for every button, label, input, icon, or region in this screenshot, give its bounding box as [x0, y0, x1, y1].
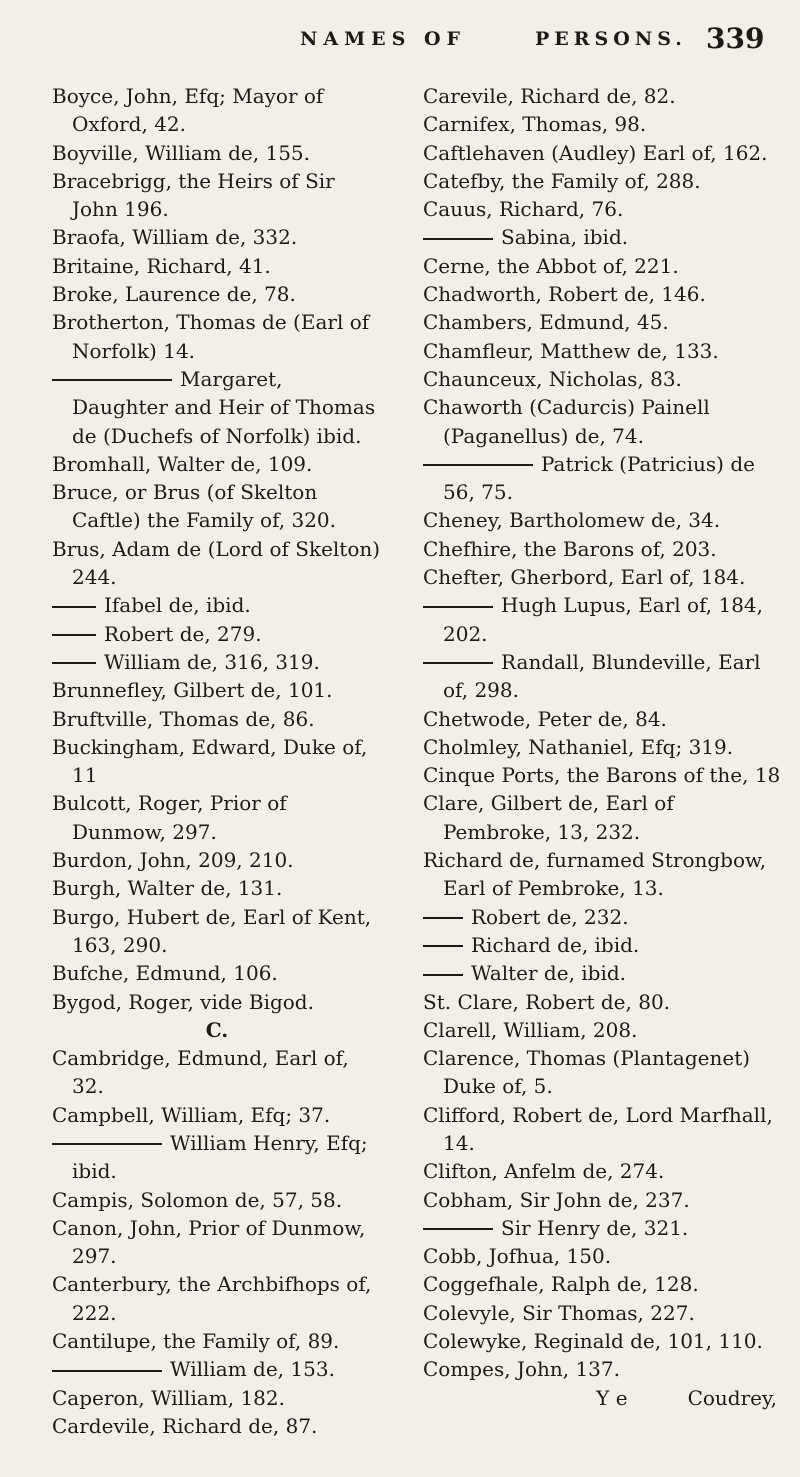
entry-text: Bromhall, Walter de, 109. [52, 451, 313, 476]
entry-text: Bruftville, Thomas de, 86. [52, 706, 315, 731]
index-entry [423, 1016, 783, 1044]
entry-text: Bulcott, Roger, Prior of Dunmow, 297. [52, 791, 287, 844]
entry-text: Burdon, John, 209, 210. [52, 848, 294, 873]
index-entry [52, 167, 382, 224]
index-entry [52, 478, 382, 535]
index-entry [52, 959, 382, 987]
entry-text: Cholmley, Nathaniel, Efq; 319. [423, 734, 734, 759]
index-subentry [52, 1129, 382, 1186]
ditto-rule [423, 974, 463, 976]
index-subentry [423, 591, 783, 648]
index-entry [52, 705, 382, 733]
ditto-rule [423, 917, 463, 919]
entry-text: Campbell, William, Efq; 37. [52, 1102, 331, 1127]
ditto-rule [52, 606, 96, 608]
entry-text: Margaret, Daughter and Heir of Thomas de (Duchefs of Norfolk) ibid. [72, 366, 376, 448]
entry-text: C. [205, 1017, 229, 1042]
running-header [0, 22, 800, 62]
entry-text: Sabina, ibid. [501, 225, 629, 250]
index-entry [423, 1270, 783, 1298]
entry-text: Braofa, William de, 332. [52, 225, 298, 250]
entry-text: Clifford, Robert de, Lord Marfhall, 14. [423, 1102, 773, 1155]
index-entry [52, 1384, 382, 1412]
entry-text: Robert de, 232. [471, 904, 629, 929]
entry-text: Clifton, Anfelm de, 274. [423, 1159, 665, 1184]
index-subentry [52, 620, 382, 648]
entry-text: Randall, Blundeville, Earl of, 298. [443, 649, 761, 703]
ditto-rule [52, 662, 96, 664]
index-entry [423, 506, 783, 534]
index-subentry [423, 959, 783, 987]
ditto-rule [423, 606, 493, 608]
index-entry [52, 1101, 382, 1129]
entry-text: Bygod, Roger, vide Bigod. [52, 989, 314, 1014]
index-entry [52, 846, 382, 874]
entry-text: Canterbury, the Archbifhops of, 222. [52, 1272, 372, 1325]
index-entry [52, 733, 382, 790]
entry-text: St. Clare, Robert de, 80. [423, 989, 671, 1014]
catchword: Coudrey, [687, 1385, 777, 1410]
entry-text: Bracebrigg, the Heirs of Sir John 196. [52, 168, 335, 222]
index-entry [423, 988, 783, 1016]
index-entry [52, 223, 382, 251]
entry-text: Clarell, William, 208. [423, 1017, 638, 1042]
entry-text: Chaunceux, Nicholas, 83. [423, 366, 682, 391]
entry-text: Carnifex, Thomas, 98. [423, 112, 647, 137]
index-subentry [423, 1214, 783, 1242]
entry-text: Cobb, Jofhua, 150. [423, 1244, 612, 1269]
entry-text: Broke, Laurence de, 78. [52, 282, 296, 307]
index-entry [423, 1157, 783, 1185]
index-entry [52, 82, 382, 139]
header-right-text: PERSONS. [535, 28, 687, 50]
entry-text: Cardevile, Richard de, 87. [52, 1413, 318, 1438]
index-entry [423, 139, 783, 167]
section-letter [52, 1016, 382, 1044]
index-subentry [423, 931, 783, 959]
entry-text: Walter de, ibid. [471, 961, 627, 986]
index-entry [52, 1327, 382, 1355]
entry-text: Compes, John, 137. [423, 1357, 620, 1382]
entry-text: Colevyle, Sir Thomas, 227. [423, 1300, 695, 1325]
entry-text: Hugh Lupus, Earl of, 184, 202. [443, 593, 764, 646]
entry-text: Clarence, Thomas (Plantagenet) Duke of, 5. [423, 1046, 751, 1099]
entry-text: Cauus, Richard, 76. [423, 197, 624, 222]
entry-text: Robert de, 279. [104, 621, 262, 646]
ditto-rule [423, 662, 493, 664]
entry-text: Coggefhale, Ralph de, 128. [423, 1272, 699, 1297]
entry-text: Brunnefley, Gilbert de, 101. [52, 678, 333, 703]
entry-text: Britaine, Richard, 41. [52, 253, 271, 278]
entry-text: Cinque Ports, the Barons of the, 18 [423, 763, 781, 788]
entry-text: Chefter, Gherbord, Earl of, 184. [423, 565, 746, 590]
entry-text: Chadworth, Robert de, 146. [423, 282, 706, 307]
index-subentry [52, 648, 382, 676]
entry-text: Patrick (Patricius) de 56, 75. [443, 451, 755, 505]
catchword-line [423, 1384, 783, 1412]
ditto-rule [423, 1228, 493, 1230]
index-entry [423, 1299, 783, 1327]
index-subentry [423, 648, 783, 705]
index-entry [423, 252, 783, 280]
index-subentry [52, 365, 382, 450]
index-entry [52, 903, 382, 960]
entry-text: Brus, Adam de (Lord of Skelton) 244. [52, 536, 381, 590]
index-entry [423, 733, 783, 761]
entry-text: Boyce, John, Efq; Mayor of Oxford, 42. [52, 84, 324, 137]
entry-text: Clare, Gilbert de, Earl of Pembroke, 13, 232. [423, 791, 674, 844]
index-entry [52, 874, 382, 902]
index-entry [423, 280, 783, 308]
index-entry [52, 308, 382, 365]
index-entry [423, 1044, 783, 1101]
entry-text: Cerne, the Abbot of, 221. [423, 253, 679, 278]
entry-text: Boyville, William de, 155. [52, 140, 310, 165]
entry-text: Cambridge, Edmund, Earl of, 32. [52, 1046, 349, 1099]
entry-text: William de, 153. [170, 1357, 335, 1382]
index-entry [52, 450, 382, 478]
index-entry [423, 563, 783, 591]
index-entry [52, 988, 382, 1016]
ditto-rule [423, 945, 463, 947]
entry-text: Chambers, Edmund, 45. [423, 310, 669, 335]
index-entry [52, 789, 382, 846]
index-entry [423, 82, 783, 110]
ditto-rule [423, 238, 493, 240]
entry-text: Chamfleur, Matthew de, 133. [423, 338, 719, 363]
index-entry [423, 167, 783, 195]
index-entry [52, 1186, 382, 1214]
signature-mark: Y e [596, 1385, 628, 1410]
entry-text: Cantilupe, the Family of, 89. [52, 1329, 340, 1354]
index-entry [52, 139, 382, 167]
ditto-rule [52, 1370, 162, 1372]
header-left-text: NAMES OF [300, 28, 466, 50]
index-subentry [52, 591, 382, 619]
entry-text: Caperon, William, 182. [52, 1385, 285, 1410]
index-entry [52, 1214, 382, 1271]
index-column-right [423, 82, 783, 1412]
entry-text: Richard de, furnamed Strongbow, Earl of Pembroke, 13. [423, 848, 767, 901]
entry-text: Bruce, or Brus (of Skelton Caftle) the Family of, 320. [52, 480, 337, 533]
index-subentry [423, 903, 783, 931]
index-entry [423, 1101, 783, 1158]
entry-text: William Henry, Efq; ibid. [72, 1130, 368, 1184]
entry-text: Chaworth (Cadurcis) Painell (Paganellus) de, 74. [423, 395, 710, 448]
index-entry [423, 1186, 783, 1214]
index-entry [423, 1242, 783, 1270]
index-entry [423, 365, 783, 393]
index-entry [52, 1412, 382, 1440]
index-entry [52, 252, 382, 280]
entry-text: Caftlehaven (Audley) Earl of, 162. [423, 140, 768, 165]
index-entry [52, 1270, 382, 1327]
index-subentry [423, 223, 783, 251]
index-entry [423, 789, 783, 846]
ditto-rule [52, 1143, 162, 1145]
entry-text: Brotherton, Thomas de (Earl of Norfolk) 14. [52, 310, 370, 363]
entry-text: Chefhire, the Barons of, 203. [423, 536, 717, 561]
ditto-rule [52, 634, 96, 636]
entry-text: Sir Henry de, 321. [501, 1215, 689, 1240]
index-entry [423, 705, 783, 733]
index-entry [423, 846, 783, 903]
index-entry [423, 337, 783, 365]
index-entry [52, 676, 382, 704]
index-entry [423, 1355, 783, 1383]
index-entry [423, 308, 783, 336]
entry-text: Chetwode, Peter de, 84. [423, 706, 667, 731]
entry-text: Cheney, Bartholomew de, 34. [423, 508, 721, 533]
entry-text: Ifabel de, ibid. [104, 593, 251, 618]
index-entry [423, 1327, 783, 1355]
index-entry [52, 535, 382, 592]
entry-text: Richard de, ibid. [471, 932, 640, 957]
entry-text: Burgh, Walter de, 131. [52, 876, 283, 901]
entry-text: Colewyke, Reginald de, 101, 110. [423, 1329, 763, 1354]
entry-text: Bufche, Edmund, 106. [52, 961, 278, 986]
entry-text: Buckingham, Edward, Duke of, 11 [52, 734, 368, 788]
entry-text: Canon, John, Prior of Dunmow, 297. [52, 1215, 366, 1269]
index-entry [423, 393, 783, 450]
index-entry [423, 535, 783, 563]
index-column-left [52, 82, 382, 1440]
entry-text: Campis, Solomon de, 57, 58. [52, 1187, 343, 1212]
ditto-rule [423, 464, 533, 466]
index-subentry [52, 1355, 382, 1383]
page-number: 339 [706, 22, 765, 55]
index-subentry [423, 450, 783, 507]
entry-text: Cobham, Sir John de, 237. [423, 1187, 690, 1212]
index-entry [52, 280, 382, 308]
entry-text: Catefby, the Family of, 288. [423, 168, 701, 193]
index-entry [423, 110, 783, 138]
index-entry [52, 1044, 382, 1101]
index-entry [423, 195, 783, 223]
ditto-rule [52, 379, 172, 381]
entry-text: Burgo, Hubert de, Earl of Kent, 163, 290. [52, 904, 372, 957]
index-entry [423, 761, 783, 789]
entry-text: Carevile, Richard de, 82. [423, 84, 676, 108]
entry-text: William de, 316, 319. [104, 649, 320, 674]
